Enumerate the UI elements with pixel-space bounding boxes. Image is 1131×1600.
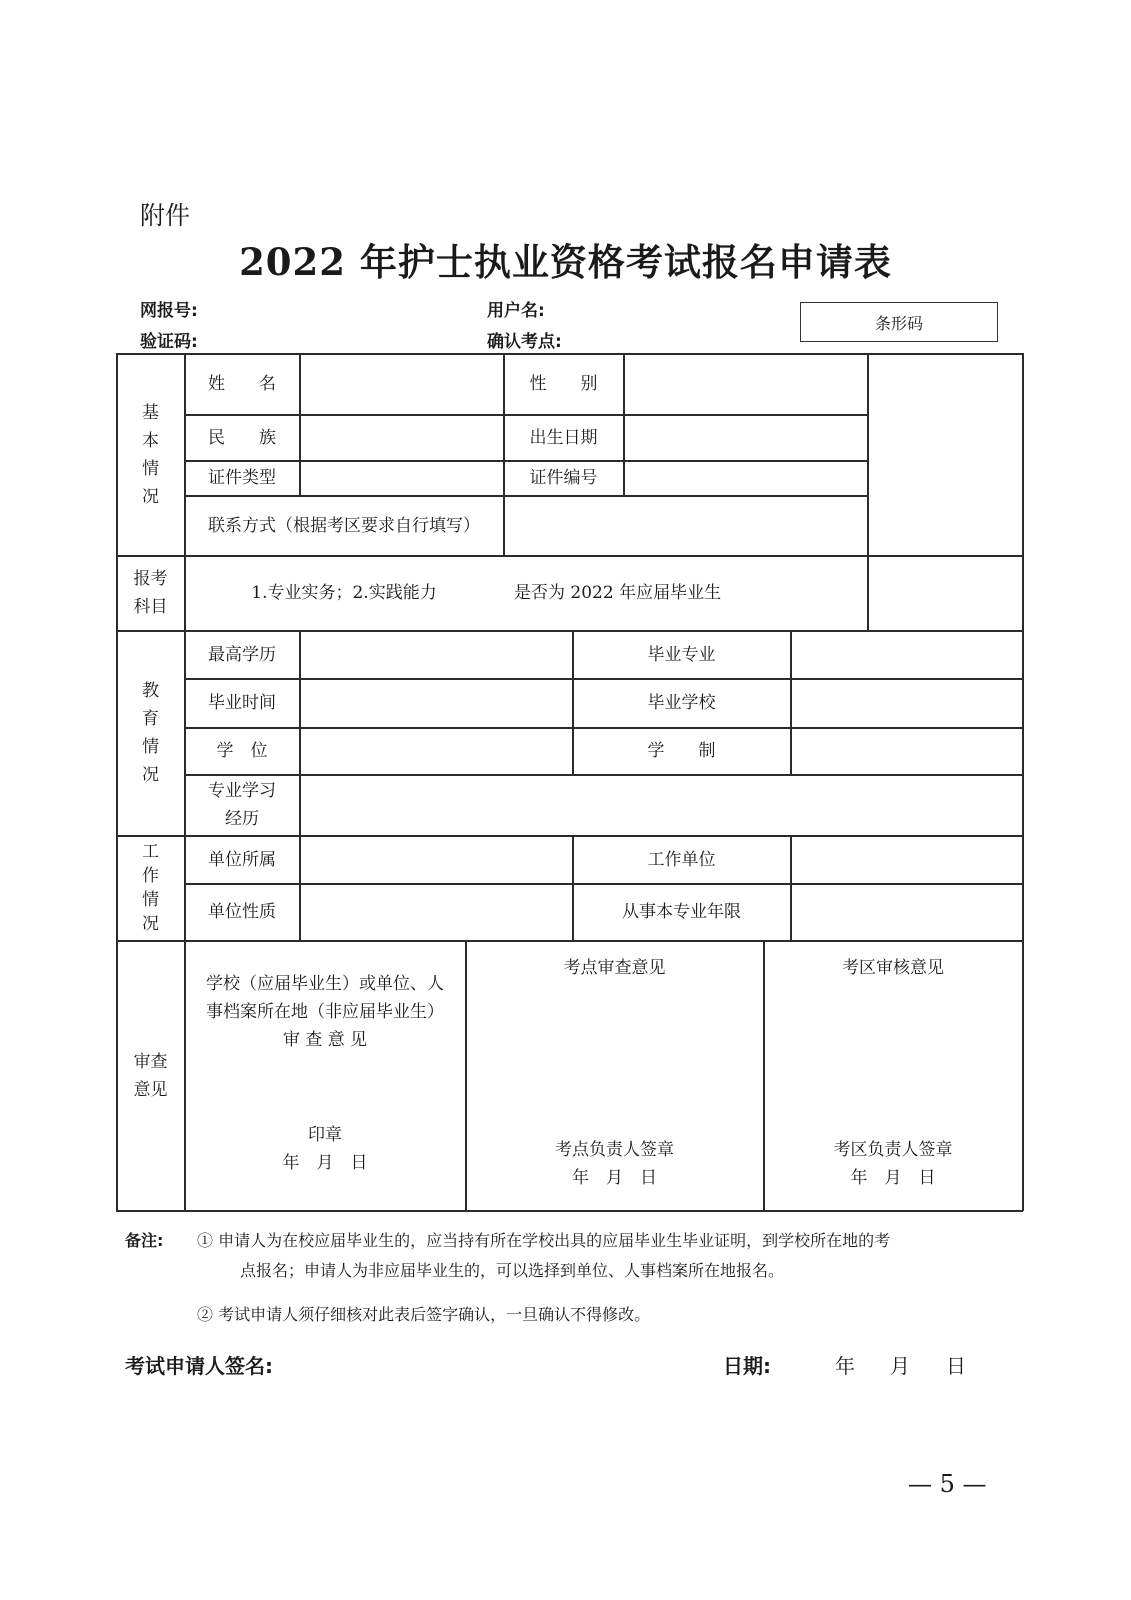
section-education: 教 育 情 况 xyxy=(142,681,159,785)
birth-date-label: 出生日期 xyxy=(529,427,598,448)
school-seal-date: 印章 年 月 日 xyxy=(282,1125,368,1173)
form-title: 2022 年护士执业资格考试报名申请表 xyxy=(239,240,892,284)
signature-month: 月 xyxy=(890,1354,910,1378)
section-work: 工 作 情 况 xyxy=(142,842,159,934)
name-field[interactable] xyxy=(300,354,503,414)
exam-site-sign: 考点负责人签章 年 月 日 xyxy=(555,1140,674,1188)
signature-year: 年 xyxy=(835,1354,855,1378)
exam-site-label: 确认考点: xyxy=(487,332,562,352)
section-basic-info: 基 本 情 况 xyxy=(142,402,159,507)
graduate-question: 是否为 2022 年应届毕业生 xyxy=(514,583,722,603)
unit-nature-label: 单位性质 xyxy=(208,902,276,922)
username-label: 用户名: xyxy=(487,301,545,321)
notes-label: 备注: xyxy=(125,1231,164,1250)
photo-box xyxy=(868,354,1022,555)
note-2: ② 考试申请人须仔细核对此表后签字确认，一旦确认不得修改。 xyxy=(197,1305,651,1324)
highest-education-label: 最高学历 xyxy=(208,644,276,665)
district-sign: 考区负责人签章 年 月 日 xyxy=(833,1140,953,1188)
graduation-school-label: 毕业学校 xyxy=(647,693,716,713)
subjects-text: 1.专业实务；2.实践能力 xyxy=(251,583,437,603)
study-history-label: 专业学习 经历 xyxy=(208,781,276,829)
verify-code-label: 验证码: xyxy=(140,332,198,352)
degree-label: 学 位 xyxy=(216,741,268,761)
note-1-line-2: 点报名；申请人为非应届毕业生的，可以选择到单位、人事档案所在地报名。 xyxy=(240,1261,785,1280)
id-type-label: 证件类型 xyxy=(208,468,276,488)
attachment-label: 附件 xyxy=(140,201,191,230)
exam-site-review-title: 考点审查意见 xyxy=(563,958,666,978)
school-review-title: 学校（应届毕业生）或单位、人 事档案所在地（非应届毕业生） 审 查 意 见 xyxy=(206,974,444,1050)
web-number-label: 网报号: xyxy=(140,301,198,321)
page-number: — 5 — xyxy=(908,1470,987,1498)
id-number-label: 证件编号 xyxy=(529,468,598,488)
note-1-line-1: ① 申请人为在校应届毕业生的，应当持有所在学校出具的应届毕业生毕业证明，到学校所在地的考 xyxy=(197,1231,891,1250)
ethnicity-label: 民 族 xyxy=(208,427,276,448)
unit-affiliation-label: 单位所属 xyxy=(208,849,276,870)
signature-day: 日 xyxy=(946,1354,966,1378)
gender-field[interactable] xyxy=(624,354,867,414)
gender-label: 性 别 xyxy=(529,374,598,394)
section-review: 审查 意见 xyxy=(133,1051,168,1100)
applicant-signature-label: 考试申请人签名: xyxy=(125,1354,273,1378)
name-label: 姓 名 xyxy=(208,374,276,394)
major-label: 毕业专业 xyxy=(647,644,716,665)
years-in-profession-label: 从事本专业年限 xyxy=(622,902,741,922)
district-review-title: 考区审核意见 xyxy=(842,958,944,978)
section-subject: 报考 科目 xyxy=(133,569,168,617)
signature-date-label: 日期: xyxy=(723,1354,771,1378)
contact-label: 联系方式（根据考区要求自行填写） xyxy=(208,515,480,536)
barcode-box: 条形码 xyxy=(800,302,998,342)
employer-label: 工作单位 xyxy=(647,849,716,870)
study-system-label: 学 制 xyxy=(647,741,716,761)
graduation-time-label: 毕业时间 xyxy=(208,693,276,713)
